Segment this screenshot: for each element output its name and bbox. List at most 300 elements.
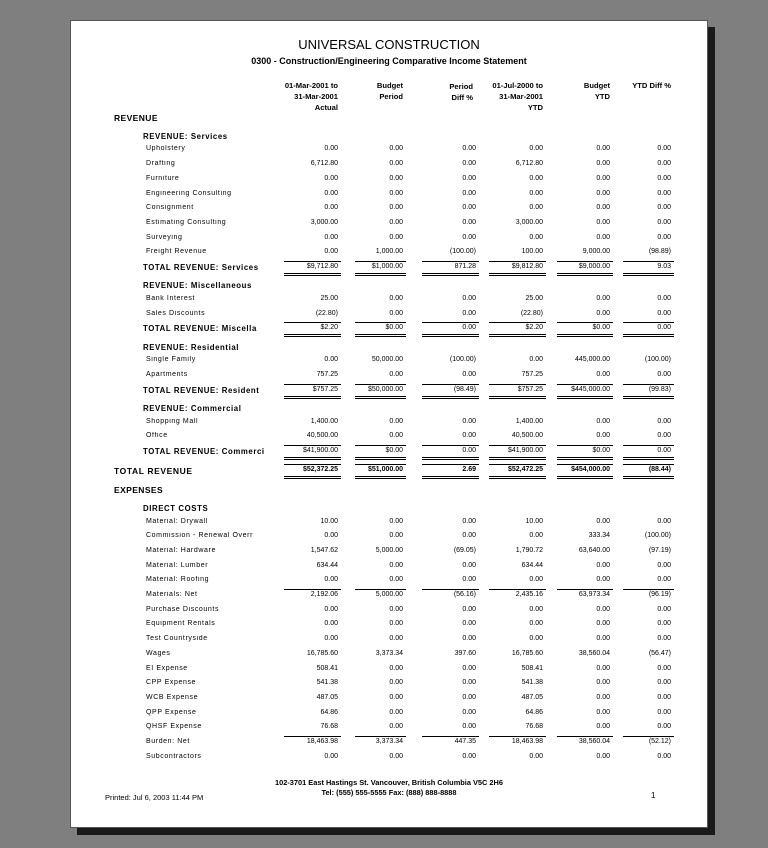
row-value: 0.00 [657,189,671,197]
row-value: 0.00 [462,664,476,672]
row-value: 0.00 [462,417,476,425]
row-value: $2.20 [320,324,338,332]
row-value: 0.00 [596,417,610,425]
row-value: 0.00 [324,576,338,584]
underline-rule [557,322,613,323]
double-underline-rule [284,273,341,276]
row-value: 25.00 [525,294,543,302]
row-value: 0.00 [462,708,476,716]
row-label: TOTAL REVENUE: Services [143,263,259,272]
underline-rule [623,261,674,262]
row-value: 0.00 [529,174,543,182]
row-value: 634.44 [521,561,543,569]
table-row [71,546,707,558]
row-value: 0.00 [657,204,671,212]
row-label: Test Countryside [146,635,208,643]
row-label: CPP Expense [146,679,197,687]
row-value: 9.03 [657,263,671,270]
row-value: (98.89) [648,248,671,256]
row-value: 5,000.00 [375,591,403,598]
row-value: 0.00 [657,693,671,701]
row-value: (22.80) [315,309,338,317]
row-value: 0.00 [462,752,476,760]
row-value: $41,900.00 [507,446,543,454]
underline-rule [284,384,341,385]
double-underline-rule [284,334,341,337]
double-underline-rule [489,396,546,399]
table-row [71,247,707,259]
table-row [71,431,707,443]
row-value: 0.00 [596,752,610,760]
row-value: $454,000.00 [571,465,610,473]
row-value: 1,400.00 [515,417,543,425]
table-row [71,561,707,573]
row-value: 1,790.72 [515,546,543,554]
row-value: 0.00 [324,189,338,197]
row-value: 0.00 [596,679,610,687]
table-row [71,752,707,764]
table-row [71,619,707,631]
row-value: 1,400.00 [310,417,338,425]
underline-rule [557,445,613,446]
row-value: 0.00 [462,432,476,440]
row-value: 0.00 [389,708,403,716]
row-label: Office [146,432,168,440]
row-value: $51,000.00 [367,465,403,473]
row-value: 0.00 [389,294,403,302]
row-value: (99.83) [648,385,671,393]
row-value: (100.00) [644,356,671,364]
double-underline-rule [355,273,406,276]
row-value: 0.00 [324,356,338,364]
row-value: 0.00 [462,532,476,540]
row-value: $0.00 [385,446,403,454]
double-underline-rule [623,273,674,276]
row-value: 0.00 [596,233,610,241]
double-underline-rule [489,457,546,460]
row-label: Burden: Net [146,738,190,745]
row-value: 0.00 [389,679,403,687]
total-row [71,446,707,458]
row-value: 0.00 [596,576,610,584]
row-label: Single Family [146,356,196,364]
row-value: 0.00 [462,679,476,687]
row-label: Equipment Rentals [146,620,216,628]
underline-rule [422,736,479,737]
underline-rule [284,322,341,323]
double-underline-rule [623,396,674,399]
double-underline-rule [489,273,546,276]
row-value: 0.00 [324,605,338,613]
row-value: 0.00 [389,432,403,440]
underline-rule [489,464,546,465]
row-value: 0.00 [324,635,338,643]
row-label: REVENUE: Miscellaneous [143,281,252,291]
row-value: 0.00 [324,174,338,182]
row-value: $9,000.00 [578,263,610,270]
row-value: 0.00 [389,233,403,241]
table-row [71,355,707,367]
row-value: 0.00 [657,294,671,302]
double-underline-rule [557,457,613,460]
underline-rule [422,261,479,262]
grouphead-row [71,403,707,415]
underline-rule [623,384,674,385]
row-value: 0.00 [324,248,338,256]
row-value: 0.00 [657,635,671,643]
table-row [71,417,707,429]
row-value: 3,373.34 [375,738,403,745]
row-value: 0.00 [462,160,476,168]
table-row [71,708,707,720]
row-label: Subcontractors [146,752,202,760]
row-value: 0.00 [657,174,671,182]
row-value: (52.12) [648,738,671,745]
double-underline-rule [422,334,479,337]
col-header-period-actual: 01-Mar-2001 to 31-Mar-2001 Actual [284,81,338,112]
row-value: 0.00 [389,664,403,672]
underline-rule [489,384,546,385]
row-label: Surveying [146,233,183,241]
grouphead-row [71,131,707,143]
row-value: 0.00 [657,370,671,378]
underline-rule [422,589,479,590]
row-value: 0.00 [657,620,671,628]
underline-rule [422,445,479,446]
row-value: 0.00 [389,145,403,153]
row-value: 2.69 [462,465,476,473]
row-value: (98.49) [453,385,476,393]
row-value: 0.00 [389,370,403,378]
row-value: (97.19) [648,546,671,554]
row-value: 0.00 [529,576,543,584]
row-label: Furniture [146,174,180,182]
underline-rule [557,261,613,262]
row-value: 0.00 [596,218,610,226]
row-value: 0.00 [462,517,476,525]
underline-rule [557,384,613,385]
double-underline-rule [355,396,406,399]
row-value: 0.00 [596,605,610,613]
double-underline-rule [355,334,406,337]
row-value: 0.00 [462,576,476,584]
row-value: 0.00 [529,532,543,540]
row-label: Purchase Discounts [146,605,220,613]
row-value: 1,000.00 [375,248,403,256]
subtotal-row [71,737,707,749]
row-value: 0.00 [389,620,403,628]
row-value: 0.00 [529,189,543,197]
grouphead-row [71,503,707,515]
underline-rule [355,589,406,590]
table-row [71,664,707,676]
row-value: 0.00 [389,218,403,226]
row-label: Shopping Mall [146,417,199,425]
underline-rule [557,589,613,590]
underline-rule [623,445,674,446]
row-value: (100.00) [644,532,671,540]
row-value: 0.00 [529,620,543,628]
row-value: 487.05 [521,693,543,701]
row-value: $41,900.00 [302,446,338,454]
row-value: 0.00 [596,432,610,440]
row-label: Bank Interest [146,294,196,302]
row-value: 0.00 [657,446,671,454]
table-row [71,174,707,186]
row-label: Engineering Consulting [146,189,232,197]
row-value: 0.00 [389,417,403,425]
row-value: 0.00 [462,561,476,569]
row-value: 0.00 [324,145,338,153]
row-value: 16,785.60 [511,649,543,657]
underline-rule [489,261,546,262]
underline-rule [355,261,406,262]
row-value: $1,000.00 [371,263,403,270]
row-value: 0.00 [389,189,403,197]
total-row [71,385,707,397]
row-value: 10.00 [525,517,543,525]
underline-rule [284,736,341,737]
row-value: 0.00 [462,635,476,643]
double-underline-rule [557,334,613,337]
underline-rule [489,589,546,590]
table-row [71,309,707,321]
double-underline-rule [623,476,674,479]
row-label: TOTAL REVENUE: Resident [143,385,260,395]
row-label: QHSF Expense [146,723,202,731]
underline-rule [557,736,613,737]
row-value: 0.00 [596,561,610,569]
row-value: $2.20 [525,324,543,332]
underline-rule [284,589,341,590]
row-value: 0.00 [462,218,476,226]
col-header-period-diff: Period Diff % [449,82,473,102]
row-value: 5,000.00 [375,546,403,554]
row-value: 0.00 [596,370,610,378]
row-value: 0.00 [596,145,610,153]
table-row [71,159,707,171]
row-value: 0.00 [389,160,403,168]
underline-rule [355,384,406,385]
row-label: Estimating Consulting [146,218,227,226]
double-underline-rule [355,476,406,479]
row-value: 38,560.04 [578,738,610,745]
row-value: 0.00 [529,605,543,613]
row-value: 1,547.62 [310,546,338,554]
row-value: 9,000.00 [582,248,610,256]
col-header-ytd-actual: 01-Jul-2000 to 31-Mar-2001 YTD [492,81,543,112]
row-value: 0.00 [529,635,543,643]
row-label: DIRECT COSTS [143,503,209,513]
row-value: 0.00 [529,233,543,241]
row-value: 0.00 [657,145,671,153]
row-value: 0.00 [657,664,671,672]
underline-rule [284,464,341,465]
row-label: REVENUE: Services [143,131,228,141]
underline-rule [623,464,674,465]
row-label: Material: Drywall [146,517,208,525]
row-value: 0.00 [462,370,476,378]
row-value: 0.00 [529,356,543,364]
row-value: (96.19) [648,591,671,598]
underline-rule [422,322,479,323]
double-underline-rule [284,476,341,479]
underline-rule [355,445,406,446]
row-value: 64.86 [525,708,543,716]
row-value: 0.00 [596,189,610,197]
row-value: 50,000.00 [371,356,403,364]
row-value: 0.00 [324,532,338,540]
row-value: 2,192.06 [310,591,338,598]
row-value: $0.00 [385,324,403,332]
row-value: 757.25 [316,370,338,378]
row-value: $52,472.25 [507,465,543,473]
row-value: 3,000.00 [310,218,338,226]
row-value: 0.00 [389,635,403,643]
subtotal-row [71,590,707,602]
underline-rule [623,736,674,737]
row-label: Consignment [146,204,194,212]
row-value: 76.68 [525,723,543,731]
row-value: 0.00 [657,723,671,731]
row-value: 333.34 [588,532,610,540]
table-row [71,517,707,529]
row-value: (100.00) [449,248,476,256]
row-value: 0.00 [389,204,403,212]
double-underline-rule [422,273,479,276]
row-value: (88.44) [648,465,671,473]
footer-address: 102-3701 East Hastings St. Vancouver, British Columbia V5C 2H6 Tel: (555) 555-5555 Fax: (888) 888-8888 [275,778,503,797]
row-value: 0.00 [657,752,671,760]
table-row [71,693,707,705]
underline-rule [422,464,479,465]
row-value: (56.47) [648,649,671,657]
row-value: 0.00 [462,723,476,731]
row-value: 0.00 [657,432,671,440]
row-value: 0.00 [657,309,671,317]
row-value: 0.00 [389,174,403,182]
row-label: REVENUE: Residential [143,342,240,352]
row-value: 0.00 [462,620,476,628]
row-value: 2,435.16 [515,591,543,598]
row-label: Drafting [146,160,176,168]
row-value: 0.00 [596,309,610,317]
table-row [71,634,707,646]
row-value: 0.00 [462,174,476,182]
sectionhead-row [71,484,707,496]
row-label: TOTAL REVENUE: Commerci [143,446,265,456]
row-value: 0.00 [389,309,403,317]
row-value: (100.00) [449,356,476,364]
row-value: 0.00 [596,708,610,716]
double-underline-rule [623,457,674,460]
row-value: 0.00 [657,708,671,716]
row-label: REVENUE [114,113,158,123]
row-value: 0.00 [389,576,403,584]
row-value: 0.00 [324,233,338,241]
row-label: Commission - Renewal Overr [146,532,254,540]
row-value: 0.00 [596,160,610,168]
table-row [71,203,707,215]
row-value: 0.00 [657,160,671,168]
row-label: QPP Expense [146,708,197,716]
row-value: 0.00 [657,679,671,687]
company-name: UNIVERSAL CONSTRUCTION [298,37,480,52]
row-label: EXPENSES [114,485,164,496]
row-value: 0.00 [596,635,610,643]
row-value: 0.00 [389,532,403,540]
double-underline-rule [557,476,613,479]
row-label: REVENUE: Commercial [143,403,242,413]
row-value: 0.00 [657,324,671,332]
row-value: 757.25 [521,370,543,378]
underline-rule [623,589,674,590]
total-row [71,323,707,335]
table-row [71,370,707,382]
row-value: 0.00 [596,517,610,525]
row-value: 0.00 [657,561,671,569]
underline-rule [489,736,546,737]
table-row [71,649,707,661]
row-label: Sales Discounts [146,309,206,317]
row-value: 0.00 [389,561,403,569]
underline-rule [355,322,406,323]
row-label: Wages [146,649,171,657]
table-row [71,233,707,245]
row-label: TOTAL REVENUE: Miscella [143,324,257,334]
table-row [71,605,707,617]
row-value: (56.16) [453,591,476,598]
row-value: 0.00 [389,693,403,701]
row-value: 871.28 [454,263,476,270]
row-value: $0.00 [592,324,610,332]
underline-rule [355,464,406,465]
double-underline-rule [422,396,479,399]
row-value: 0.00 [324,204,338,212]
double-underline-rule [355,457,406,460]
row-value: 541.38 [316,679,338,687]
row-value: 447.35 [454,738,476,745]
row-value: 0.00 [596,693,610,701]
row-value: 0.00 [657,517,671,525]
row-value: 0.00 [462,446,476,454]
row-value: 0.00 [657,576,671,584]
row-label: Material: Lumber [146,561,209,569]
double-underline-rule [557,396,613,399]
row-value: 0.00 [462,324,476,332]
col-header-ytd-diff: YTD Diff % [632,81,671,90]
row-value: 63,973.34 [578,591,610,598]
row-value: $9,712.80 [306,263,338,270]
row-value: 6,712.80 [515,160,543,168]
underline-rule [422,384,479,385]
row-label: Materials: Net [146,591,198,598]
row-value: $445,000.00 [571,385,610,393]
double-underline-rule [489,476,546,479]
row-value: 18,463.98 [511,738,543,745]
row-value: 508.41 [521,664,543,672]
row-value: 541.38 [521,679,543,687]
row-value: 508.41 [316,664,338,672]
row-value: 0.00 [529,204,543,212]
row-value: 0.00 [324,620,338,628]
row-value: 0.00 [462,309,476,317]
row-value: 0.00 [389,517,403,525]
row-value: 16,785.60 [306,649,338,657]
row-value: (69.05) [453,546,476,554]
row-label: Apartments [146,370,188,378]
row-value: 64.86 [320,708,338,716]
